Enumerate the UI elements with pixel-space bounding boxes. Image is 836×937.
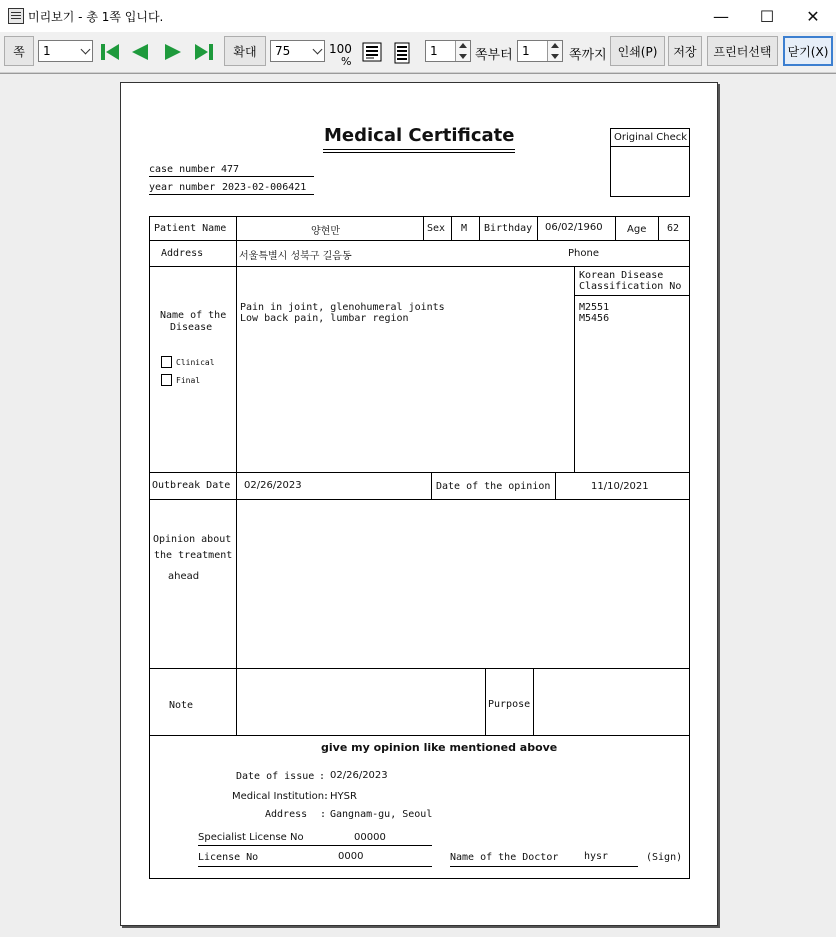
- doctor-name: hysr: [584, 851, 609, 862]
- divider: [615, 216, 616, 240]
- purpose-label: Purpose: [488, 699, 531, 710]
- license-number: 0000: [338, 851, 364, 862]
- age-value: 62: [667, 223, 680, 234]
- case-number-label: case number: [149, 164, 216, 175]
- year-number: 2023-02-006421: [222, 182, 307, 193]
- document-page: [120, 82, 718, 926]
- birthday-value: 06/02/1960: [545, 222, 603, 233]
- fit-width-icon[interactable]: [362, 42, 382, 62]
- clinical-label: Clinical: [176, 358, 215, 367]
- opinion-label-line2: the treatment: [154, 550, 233, 561]
- year-number-label: year number: [149, 182, 216, 193]
- maximize-button[interactable]: ☐: [759, 6, 775, 26]
- divider: [658, 216, 659, 240]
- kcd-code-1: M2551: [579, 302, 610, 313]
- from-page-stepper[interactable]: [425, 40, 471, 62]
- document-title: Medical Certificate: [324, 125, 515, 146]
- divider: [149, 499, 690, 500]
- final-checkbox[interactable]: [161, 374, 172, 386]
- divider: [149, 668, 690, 669]
- divider: [451, 216, 452, 240]
- printer-select-button[interactable]: 프린터선택: [707, 36, 778, 66]
- divider: [149, 266, 690, 267]
- patient-name: 양현만: [311, 226, 340, 237]
- kcd-code-2: M5456: [579, 313, 610, 324]
- page-select[interactable]: [38, 40, 93, 62]
- stepper-arrows-icon[interactable]: [455, 41, 470, 61]
- last-page-icon[interactable]: [194, 42, 214, 62]
- kcd-label-line2: Classification No: [579, 281, 682, 292]
- actual-size-icon[interactable]: [329, 40, 353, 66]
- title-underline: [323, 152, 515, 153]
- case-number: 477: [221, 164, 240, 175]
- original-check-label: Original Check: [614, 132, 688, 143]
- address-label: Address: [161, 248, 204, 259]
- institution-address: Gangnam-gu, Seoul: [330, 809, 433, 820]
- divider: [555, 472, 556, 499]
- address-value: 서울특별시 성북구 길음동: [239, 251, 352, 262]
- stepper-arrows-icon[interactable]: [547, 41, 562, 61]
- age-label: Age: [627, 224, 647, 235]
- issue-date: 02/26/2023: [330, 770, 388, 781]
- zoom-select-value: 75: [275, 44, 291, 58]
- kcd-label-line1: Korean Disease: [579, 270, 664, 281]
- zoom-select[interactable]: [270, 40, 325, 62]
- from-page-label: 쪽부터: [475, 48, 513, 63]
- birthday-label: Birthday: [484, 223, 533, 234]
- divider: [537, 216, 538, 240]
- print-button[interactable]: 인쇄(P): [610, 36, 665, 66]
- divider: [574, 295, 690, 296]
- divider: [149, 194, 314, 195]
- final-label: Final: [176, 376, 201, 385]
- diagnosis-line1: Pain in joint, glenohumeral joints: [240, 302, 445, 313]
- opinion-label-line1: Opinion about: [153, 534, 232, 545]
- outbreak-date-label: Outbreak Date: [152, 480, 231, 491]
- divider: [423, 216, 424, 240]
- colon: :: [319, 771, 326, 782]
- divider: [198, 866, 432, 867]
- from-page-value: 1: [430, 44, 438, 58]
- institution-address-label: Address: [265, 809, 308, 820]
- disease-label-line1: Name of the: [160, 310, 227, 321]
- phone-label: Phone: [568, 248, 599, 259]
- divider: [533, 668, 534, 735]
- divider: [479, 216, 480, 240]
- zoom-button[interactable]: 확대: [224, 36, 266, 66]
- colon: :: [323, 791, 330, 802]
- institution-name: HYSR: [330, 791, 357, 802]
- patient-name-label: Patient Name: [154, 223, 227, 234]
- preview-toolbar: [0, 32, 836, 73]
- divider: [236, 216, 237, 735]
- sign-label: (Sign): [646, 852, 683, 863]
- note-label: Note: [169, 700, 194, 711]
- fit-page-icon[interactable]: [394, 42, 410, 64]
- disease-label-line2: Disease: [170, 322, 213, 333]
- opinion-date-label: Date of the opinion: [436, 481, 551, 492]
- close-window-button[interactable]: ✕: [806, 6, 820, 26]
- clinical-checkbox[interactable]: [161, 356, 172, 368]
- next-page-icon[interactable]: [163, 42, 183, 62]
- statement-text: give my opinion like mentioned above: [321, 741, 558, 754]
- divider: [450, 866, 638, 867]
- medical-certificate: [121, 83, 717, 925]
- divider: [574, 266, 575, 472]
- divider: [610, 146, 690, 147]
- institution-label: Medical Institution: [232, 791, 325, 802]
- colon: :: [320, 809, 327, 820]
- to-page-stepper[interactable]: [517, 40, 563, 62]
- window-title: 미리보기 - 총 1쪽 입니다.: [28, 10, 164, 24]
- first-page-icon[interactable]: [100, 42, 120, 62]
- divider: [198, 845, 432, 846]
- previous-page-icon[interactable]: [130, 42, 150, 62]
- svg-text:100: 100: [329, 42, 352, 56]
- diagnosis-line2: Low back pain, lumbar region: [240, 313, 409, 324]
- minimize-button[interactable]: —: [713, 6, 729, 26]
- divider: [149, 735, 690, 736]
- divider: [149, 176, 314, 177]
- divider: [149, 472, 690, 473]
- outbreak-date: 02/26/2023: [244, 480, 302, 491]
- chevron-down-icon: [313, 45, 323, 55]
- opinion-date: 11/10/2021: [591, 481, 649, 492]
- page-select-value: 1: [43, 44, 51, 58]
- divider: [149, 240, 690, 241]
- divider: [485, 668, 486, 735]
- window-titlebar: [0, 0, 836, 32]
- doctor-name-label: Name of the Doctor: [450, 852, 559, 863]
- license-label: License No: [198, 852, 259, 863]
- preview-app-icon: [8, 8, 24, 24]
- opinion-label-line3: ahead: [168, 571, 200, 582]
- sex-label: Sex: [427, 223, 446, 234]
- issue-date-label: Date of issue: [236, 771, 315, 782]
- close-button[interactable]: 닫기(X): [783, 36, 833, 66]
- title-underline: [323, 149, 515, 150]
- divider: [431, 472, 432, 499]
- sex-value: M: [461, 223, 468, 234]
- chevron-down-icon: [81, 45, 91, 55]
- to-page-label: 쪽까지: [569, 48, 607, 63]
- page-button[interactable]: 쪽: [4, 36, 34, 66]
- svg-text:%: %: [341, 55, 352, 66]
- specialist-license-label: Specialist License No: [198, 832, 304, 843]
- save-button[interactable]: 저장: [668, 36, 702, 66]
- to-page-value: 1: [522, 44, 530, 58]
- specialist-license-number: 00000: [354, 832, 386, 843]
